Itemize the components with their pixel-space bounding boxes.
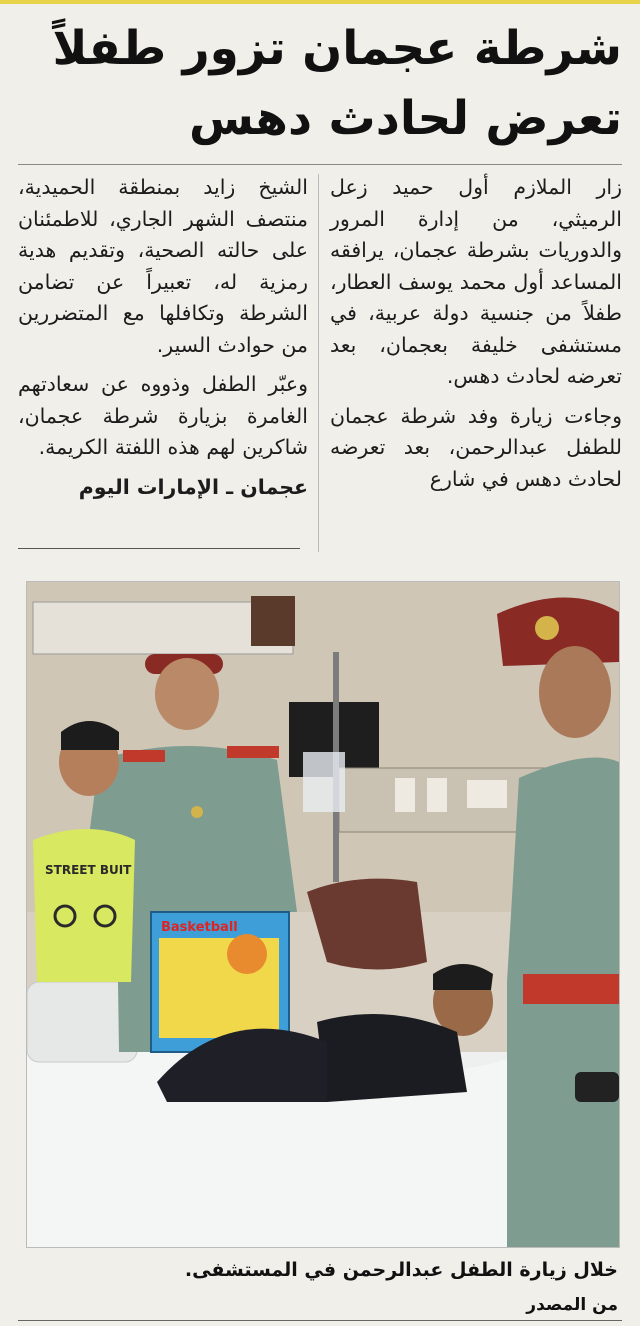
headline-divider (18, 164, 622, 165)
column-divider (318, 174, 319, 552)
tshirt-print: STREET BUIT (45, 863, 132, 877)
paragraph-1: زار الملازم أول حميد زعل الرميثي، من إدارة المرور والدوريات بشرطة عجمان، يرافقه المساعد أول محمد يوسف العطار، طفلاً من جنسية دولة عربية، في مستشفى خليفة بعجمان، بعد تعرضه لحادث دهس. (330, 175, 622, 388)
article-column-right (330, 172, 622, 503)
article-column-left (18, 172, 308, 511)
source-underline (18, 548, 300, 549)
paragraph-4: وعبّر الطفل وذووه عن سعادتهم الغامرة بزيارة شرطة عجمان، شاكرين لهم هذه اللفتة الكريمة. (18, 372, 308, 459)
hospital-visit-illustration (27, 582, 619, 1247)
article-source: عجمان ـ الإمارات اليوم (78, 474, 308, 499)
photo-caption: خلال زيارة الطفل عبدالرحمن في المستشفى. (184, 1259, 618, 1281)
article-photo (26, 581, 620, 1248)
bottom-divider (18, 1320, 622, 1321)
top-accent-bar (0, 0, 640, 4)
paragraph-2: وجاءت زيارة وفد شرطة عجمان للطفل عبدالرحمن، بعد تعرضه لحادث دهس في شارع (330, 403, 622, 491)
article-headline: شرطة عجمان تزور طفلاً تعرض لحادث دهس (52, 21, 622, 146)
paragraph-3: الشيخ زايد بمنطقة الحميدية، منتصف الشهر الجاري، للاطمئنان على حالته الصحية، وتقديم هدية رمزية له، تعبيراً عن تضامن الشرطة وتكافلها مع المتضررين من حوادث السير. (18, 175, 308, 357)
toy-box-label: Basketball (161, 920, 238, 935)
photo-credit: من المصدر (526, 1295, 618, 1315)
